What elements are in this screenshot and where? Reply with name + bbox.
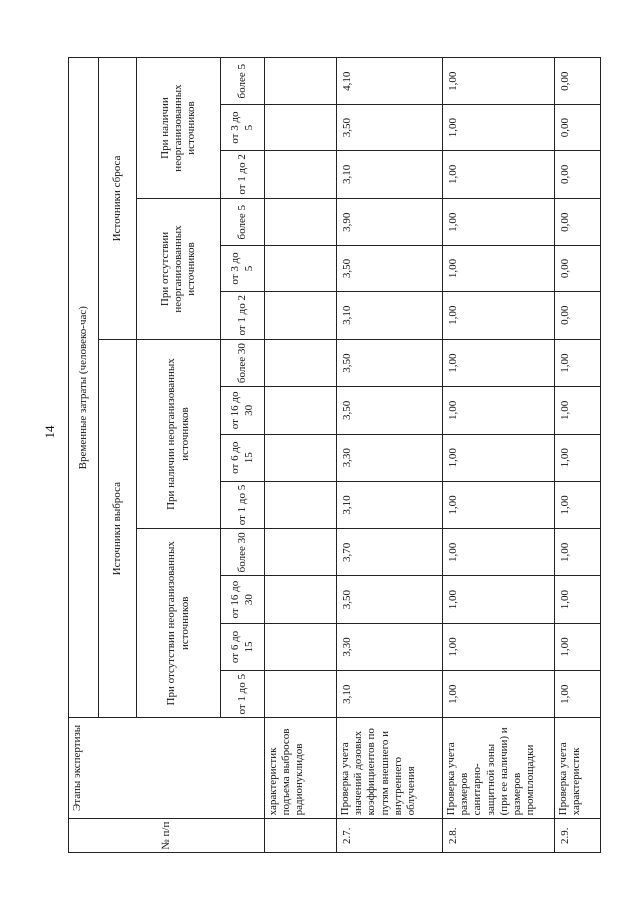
value-cell: 1,00	[443, 291, 555, 339]
value-cell: 1,00	[555, 339, 601, 386]
rotated-table-wrapper	[68, 57, 600, 853]
value-cell	[265, 199, 337, 246]
table-row	[337, 58, 443, 853]
header-stage: Этапы экспертизы	[69, 718, 265, 819]
range-header: от 1 до 5	[221, 481, 265, 528]
page-number: 14	[42, 425, 57, 439]
header-discharge-no-unorg: При отсутствии неорганизованных источников	[137, 199, 221, 340]
range-header: от 6 до 15	[221, 434, 265, 481]
table-row	[265, 58, 337, 853]
value-cell: 3,30	[337, 623, 443, 670]
value-cell: 3,90	[337, 199, 443, 246]
value-cell: 3,10	[337, 291, 443, 339]
range-header: от 3 до 5	[221, 105, 265, 150]
value-cell: 3,10	[337, 150, 443, 198]
value-cell: 1,00	[443, 105, 555, 150]
row-number: 2.7.	[337, 819, 443, 853]
value-cell: 0,00	[555, 246, 601, 291]
value-cell: 1,00	[555, 529, 601, 576]
value-cell: 1,00	[443, 58, 555, 105]
row-number: 2.8.	[443, 819, 555, 853]
header-emission-no-unorg: При отсутствии неорганизованных источников	[137, 529, 221, 718]
value-cell: 0,00	[555, 199, 601, 246]
value-cell	[265, 434, 337, 481]
value-cell: 0,00	[555, 58, 601, 105]
value-cell: 4,10	[337, 58, 443, 105]
value-cell	[265, 105, 337, 150]
value-cell: 1,00	[555, 671, 601, 718]
range-header: от 1 до 2	[221, 150, 265, 198]
range-header: более 5	[221, 199, 265, 246]
table-row	[443, 58, 555, 853]
value-cell	[265, 58, 337, 105]
range-header: более 30	[221, 339, 265, 386]
row-number: 2.9.	[555, 819, 601, 853]
header-emission-with-unorg: При наличии неорганизованных источников	[137, 339, 221, 528]
value-cell: 0,00	[555, 150, 601, 198]
value-cell: 1,00	[555, 576, 601, 623]
value-cell: 0,00	[555, 105, 601, 150]
range-header: от 1 до 5	[221, 671, 265, 718]
value-cell: 1,00	[443, 246, 555, 291]
value-cell: 3,50	[337, 387, 443, 434]
value-cell: 3,50	[337, 576, 443, 623]
value-cell: 1,00	[443, 623, 555, 670]
value-cell: 1,00	[555, 623, 601, 670]
range-header: от 16 до 30	[221, 387, 265, 434]
table-row	[555, 58, 601, 853]
range-header: от 16 до 30	[221, 576, 265, 623]
header-num: № п/п	[69, 819, 265, 853]
row-stage: Проверка учета значений дозовых коэффициентов по путям внешнего и внутреннего облучения	[337, 718, 443, 819]
value-cell: 1,00	[443, 339, 555, 386]
row-stage: Проверка учета размеров санитарно-защитной зоны (при ее наличии) и размеров промплощадки	[443, 718, 555, 819]
value-cell: 3,30	[337, 434, 443, 481]
range-header: от 6 до 15	[221, 623, 265, 670]
value-cell: 0,00	[555, 291, 601, 339]
value-cell	[265, 529, 337, 576]
value-cell: 3,50	[337, 105, 443, 150]
value-cell: 3,10	[337, 671, 443, 718]
value-cell: 3,70	[337, 529, 443, 576]
value-cell	[265, 339, 337, 386]
value-cell	[265, 623, 337, 670]
value-cell	[265, 671, 337, 718]
row-number	[265, 819, 337, 853]
value-cell: 1,00	[443, 150, 555, 198]
value-cell: 1,00	[443, 529, 555, 576]
value-cell: 1,00	[443, 199, 555, 246]
value-cell	[265, 246, 337, 291]
range-header: более 30	[221, 529, 265, 576]
expertise-time-table	[68, 57, 601, 853]
value-cell: 1,00	[443, 387, 555, 434]
value-cell	[265, 150, 337, 198]
value-cell: 1,00	[443, 434, 555, 481]
value-cell: 1,00	[555, 481, 601, 528]
value-cell	[265, 387, 337, 434]
value-cell: 1,00	[555, 387, 601, 434]
value-cell: 1,00	[443, 671, 555, 718]
value-cell: 3,50	[337, 339, 443, 386]
range-header: от 1 до 2	[221, 291, 265, 339]
range-header: более 5	[221, 58, 265, 105]
value-cell: 1,00	[443, 576, 555, 623]
value-cell: 3,50	[337, 246, 443, 291]
header-discharge-with-unorg: При наличии неорганизованных источников	[137, 58, 221, 199]
value-cell: 1,00	[443, 481, 555, 528]
value-cell: 3,10	[337, 481, 443, 528]
value-cell	[265, 291, 337, 339]
value-cell: 1,00	[555, 434, 601, 481]
range-header: от 3 до 5	[221, 246, 265, 291]
value-cell	[265, 481, 337, 528]
header-emission-sources: Источники выброса	[99, 339, 137, 718]
row-stage: Проверка учета характеристик	[555, 718, 601, 819]
value-cell	[265, 576, 337, 623]
header-discharge-sources: Источники сброса	[99, 58, 137, 340]
header-time: Временные затраты (человеко-час)	[69, 58, 99, 718]
row-stage: характеристик подъема выбросов радионуклидов	[265, 718, 337, 819]
